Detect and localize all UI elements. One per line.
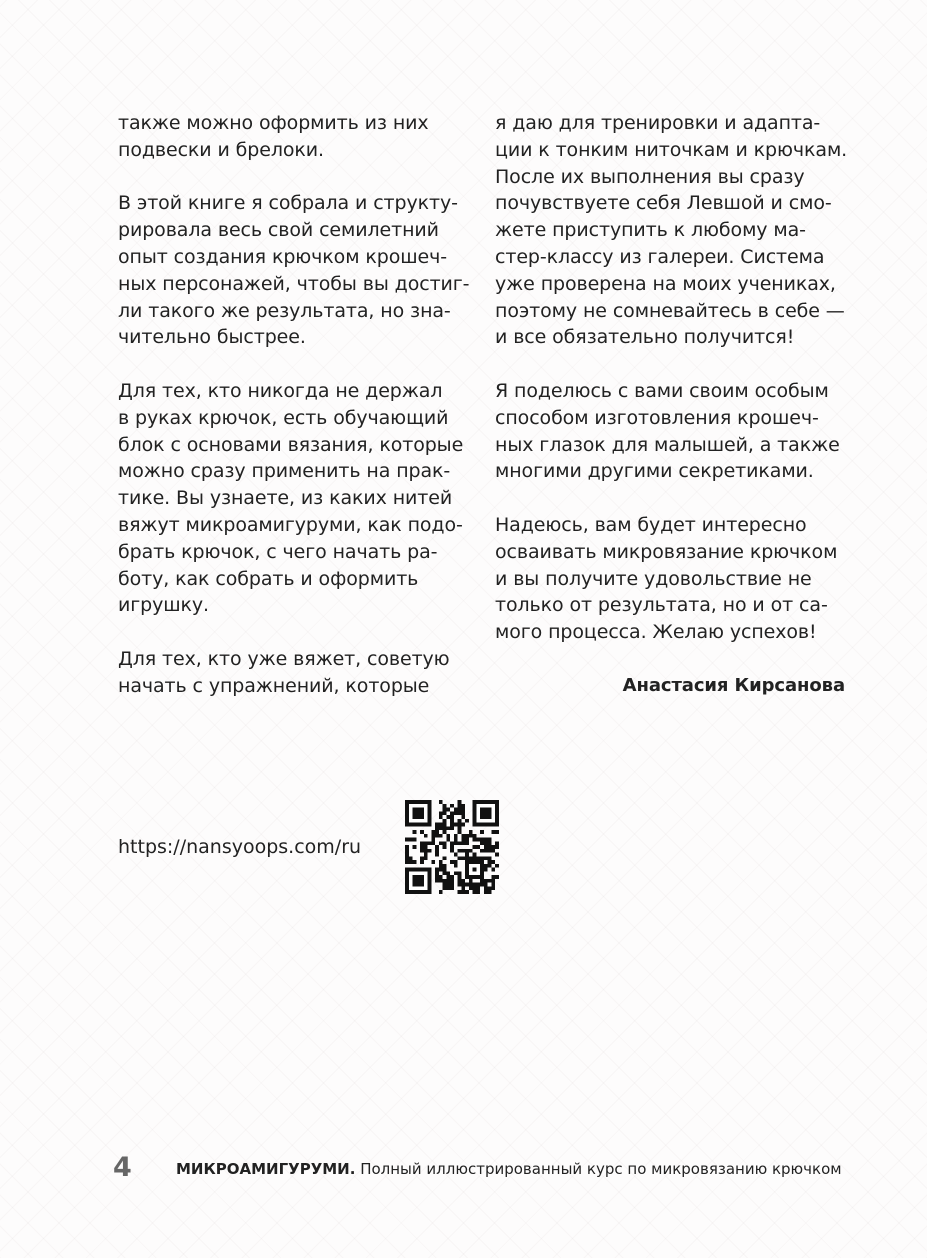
text-line: способом изготовления крошеч- [495,406,819,429]
text-line: жете приступить к любому ма- [495,219,806,242]
paragraph [118,190,468,351]
text-line: Для тех, кто никогда не держал [118,379,443,402]
right-text-column [495,110,848,700]
text-line: После их выполнения вы сразу [495,165,805,188]
left-text-column [118,110,468,726]
text-line: тике. Вы узнаете, из каких нитей [118,487,453,510]
text-line: уже проверена на моих учениках, [495,272,836,295]
text-line: и вы получите удовольствие не [495,567,812,590]
text-line: в руках крючок, есть обучающий [118,406,449,429]
text-line: начать с упражнений, которые [118,674,430,697]
text-line: чительно быстрее. [118,326,306,349]
book-title: МИКРОАМИГУРУМИ. [176,1160,356,1178]
page-number: 4 [113,1152,132,1183]
text-line: ли такого же результата, но зна- [118,299,451,322]
text-line: я даю для тренировки и адапта- [495,112,821,134]
author-signature: Анастасия Кирсанова [622,674,845,696]
book-subtitle: Полный иллюстрированный курс по микровязанию крючком [355,1160,842,1178]
website-link[interactable]: https://nansyoops.com/ru [118,836,362,858]
text-line: Надеюсь, вам будет интересно [495,513,807,536]
text-line: В этой книге я собрала и структу- [118,192,458,215]
text-line: игрушку. [118,594,209,617]
text-line: Для тех, кто уже вяжет, советую [118,647,450,670]
paragraph [118,646,468,700]
text-line: рировала весь свой семилетний [118,219,439,242]
text-line: опыт создания крючком крошеч- [118,245,447,268]
paragraph [118,110,468,164]
paragraph [495,110,848,351]
text-line: ных персонажей, чтобы вы достиг- [118,272,470,295]
text-line: Я поделюсь с вами своим особым [495,379,829,402]
text-line: почувствуете себя Левшой и смо- [495,192,832,215]
text-line: вяжут микроамигуруми, как подо- [118,513,463,536]
text-line: ции к тонким ниточкам и крючкам. [495,138,848,161]
paragraph [495,378,845,485]
text-line: брать крючок, с чего начать ра- [118,540,438,563]
text-line: боту, как собрать и оформить [118,567,419,590]
text-line: блок с основами вязания, которые [118,433,464,456]
qr-code-icon [405,800,499,894]
text-line: осваивать микровязание крючком [495,540,838,563]
paragraph [495,512,845,646]
text-line: также можно оформить из них [118,112,429,134]
running-footer-title [176,1158,842,1180]
text-line: многими другими секретиками. [495,460,814,483]
text-line: ных глазок для малышей, а также [495,433,840,456]
text-line: стер-классу из галереи. Система [495,245,825,268]
text-line: мого процесса. Желаю успехов! [495,621,817,644]
text-line: можно сразу применить на прак- [118,460,451,483]
paragraph [118,378,468,619]
text-line: и все обязательно получится! [495,326,795,349]
text-line: подвески и брелоки. [118,138,324,161]
text-line: поэтому не сомневайтесь в себе — [495,299,845,322]
text-line: только от результата, но и от са- [495,594,828,617]
